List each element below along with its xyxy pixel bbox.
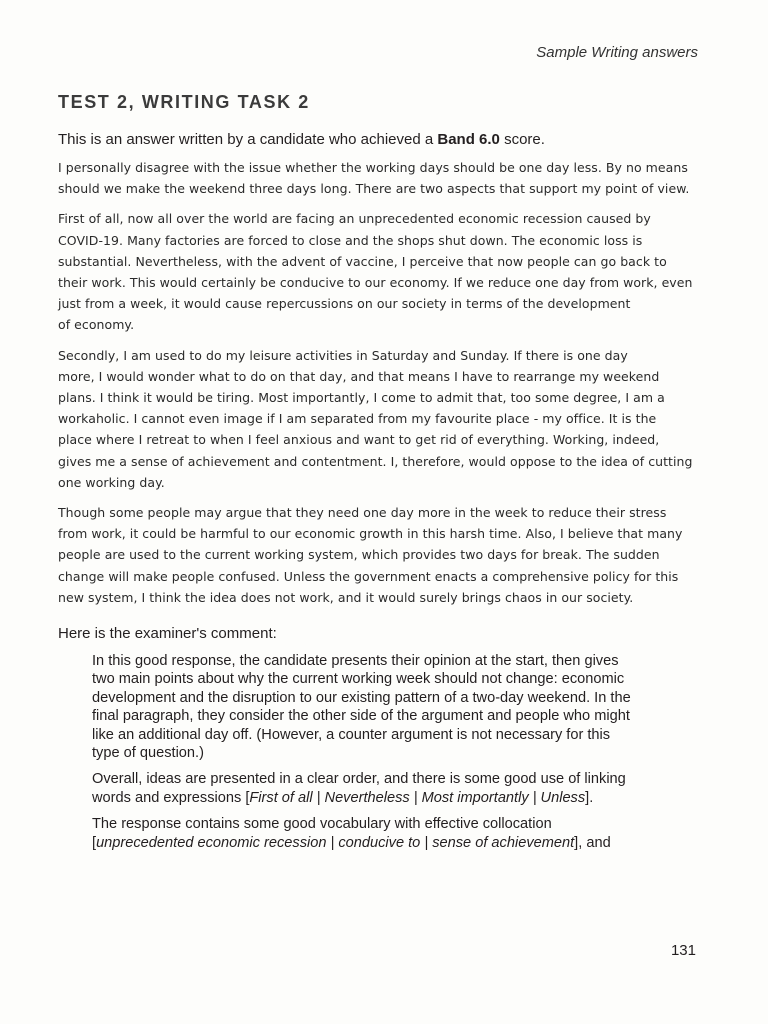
essay-paragraph (58, 502, 706, 608)
essay-line: place where I retreat to when I feel anxious and want to get rid of everything. Working, indeed, (58, 432, 660, 448)
comment-paragraph (92, 770, 712, 807)
essay-line: COVID-19. Many factories are forced to close and the shops shut down. The economic loss is (58, 232, 643, 248)
comment-line: The response contains some good vocabulary with effective collocation (92, 816, 552, 833)
candidate-essay (58, 157, 706, 617)
essay-paragraph (58, 157, 706, 199)
essay-line: their work. This would certainly be conducive to our economy. If we reduce one day from work, even (58, 275, 693, 291)
comment-line: development and the disruption to our existing pattern of a two-day weekend. In the (92, 689, 631, 706)
band-score: Band 6.0 (437, 131, 500, 148)
comment-text: words and expressions [ (92, 789, 250, 806)
comment-paragraph (92, 815, 712, 852)
comment-text: ]. (585, 789, 594, 806)
comment-text: ], and (574, 834, 611, 851)
essay-line: First of all, now all over the world are facing an unprecedented economic recession caused by (58, 211, 651, 227)
linking-words-examples: First of all | Nevertheless | Most importantly | Unless (249, 789, 586, 806)
essay-paragraph (58, 208, 706, 335)
comment-paragraph (92, 652, 712, 762)
essay-line: Secondly, I am used to do my leisure activities in Saturday and Sunday. If there is one day (58, 347, 628, 363)
essay-line: should we make the weekend three days long. There are two aspects that support my point of view. (58, 181, 690, 197)
essay-line: plans. I think it would be tiring. Most importantly, I come to admit that, too some degree, I am a (58, 390, 665, 406)
comment-line: two main points about why the current working week should not change: economic (92, 671, 625, 688)
section-title: TEST 2, WRITING TASK 2 (58, 92, 310, 112)
essay-line: one working day. (58, 474, 165, 490)
examiner-heading: Here is the examiner's comment: (58, 625, 277, 642)
intro-prefix: This is an answer written by a candidate who achieved a (58, 131, 438, 148)
essay-line: substantial. Nevertheless, with the advent of vaccine, I perceive that now people can go back to (58, 253, 667, 269)
comment-line: final paragraph, they consider the other side of the argument and people who might (92, 708, 630, 725)
comment-text: [ (92, 834, 97, 851)
essay-line: of economy. (58, 317, 135, 333)
intro-text (58, 131, 545, 148)
essay-paragraph (58, 345, 706, 493)
comment-line (92, 789, 712, 807)
essay-line: workaholic. I cannot even image if I am separated from my favourite place - my office. It is the (58, 411, 657, 427)
essay-line: from work, it could be harmful to our economic growth in this harsh time. Also, I believe that many (58, 526, 683, 542)
essay-line: people are used to the current working system, which provides two days for break. The sudden (58, 547, 660, 563)
comment-line: Overall, ideas are presented in a clear order, and there is some good use of linking (92, 771, 626, 788)
essay-line: I personally disagree with the issue whether the working days should be one day less. By no means (58, 160, 688, 175)
comment-line: In this good response, the candidate presents their opinion at the start, then gives (92, 653, 619, 669)
collocation-examples: unprecedented economic recession | conducive to | sense of achievement (96, 834, 575, 851)
running-header: Sample Writing answers (536, 44, 698, 61)
intro-suffix: score. (499, 131, 545, 148)
essay-line: Though some people may argue that they need one day more in the week to reduce their stress (58, 505, 667, 521)
essay-line: just from a week, it would cause repercussions on our society in terms of the development (58, 296, 631, 312)
essay-line: more, I would wonder what to do on that day, and that means I have to rearrange my weekend (58, 368, 660, 384)
comment-line: type of question.) (92, 745, 204, 762)
page-number: 131 (670, 942, 696, 959)
comment-line (92, 834, 712, 852)
essay-line: new system, I think the idea does not work, and it would surely brings chaos in our society. (58, 589, 634, 605)
essay-line: change will make people confused. Unless the government enacts a comprehensive policy for this (58, 568, 679, 584)
examiner-comment (92, 652, 712, 860)
essay-line: gives me a sense of achievement and contentment. I, therefore, would oppose to the idea of cutting (58, 453, 693, 469)
comment-line: like an additional day off. (However, a counter argument is not necessary for this (92, 726, 611, 743)
